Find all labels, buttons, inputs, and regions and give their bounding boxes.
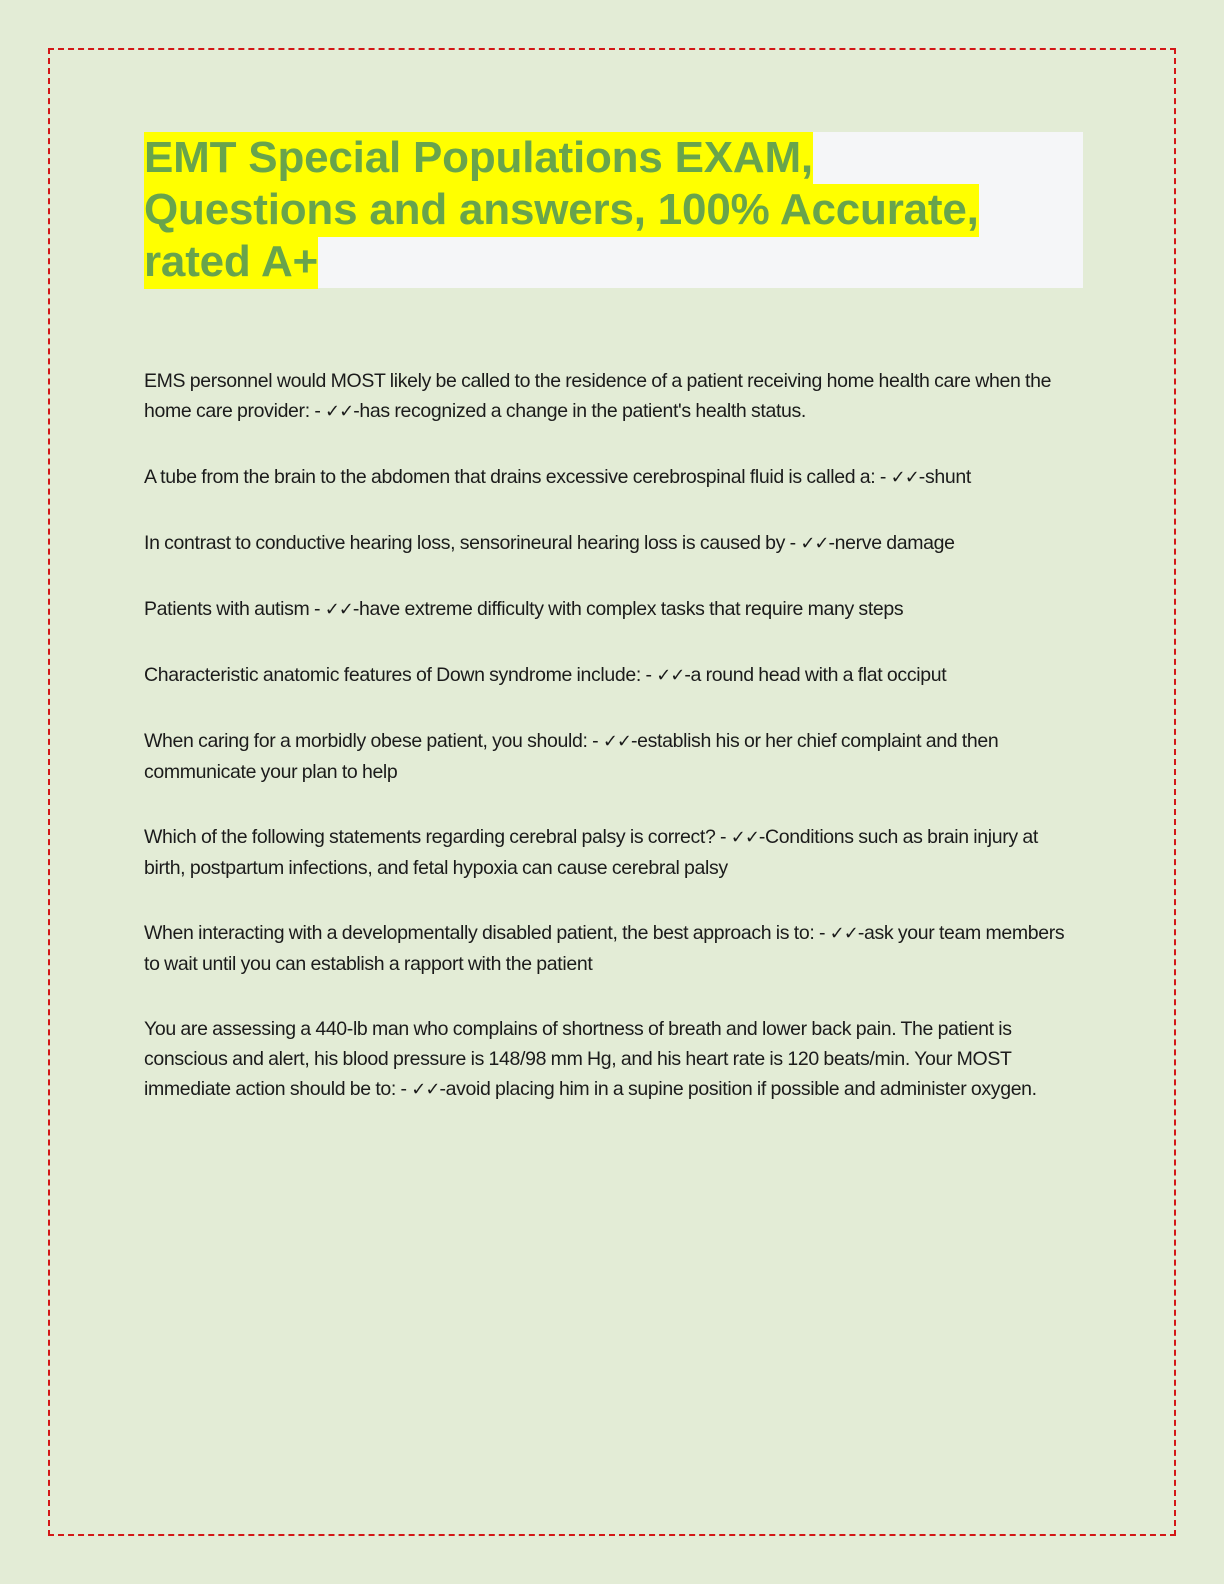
checkmark-glyph: ✓✓ <box>800 533 829 554</box>
page-title-line-1: EMT Special Populations EXAM, <box>144 132 1083 184</box>
qa-item: Patients with autism - ✓✓-have extreme difficulty with complex tasks that require many steps <box>144 598 904 620</box>
qa-item: When caring for a morbidly obese patient, you should: - ✓✓-establish his or her chief complaint and then communicate your plan to help <box>144 730 999 783</box>
checkmark-glyph: ✓✓ <box>829 923 858 944</box>
checkmark-glyph: ✓✓ <box>411 1079 440 1100</box>
qa-item: A tube from the brain to the abdomen that drains excessive cerebrospinal fluid is called a: - ✓✓-shunt <box>144 466 971 488</box>
qa-item: Which of the following statements regarding cerebral palsy is correct? - ✓✓-Conditions such as brain injury at birth, postpartum infections, and fetal hypoxia can cause cerebral palsy <box>144 826 1038 879</box>
page-title-line-2: Questions and answers, 100% Accurate, <box>144 184 1083 236</box>
qa-item: In contrast to conductive hearing loss, sensorineural hearing loss is caused by - ✓✓-nerve damage <box>144 532 955 554</box>
checkmark-glyph: ✓✓ <box>656 665 685 686</box>
checkmark-glyph: ✓✓ <box>325 401 354 422</box>
checkmark-glyph: ✓✓ <box>324 599 353 620</box>
qa-item: EMS personnel would MOST likely be called to the residence of a patient receiving home health care when the home care provider: - ✓✓-has recognized a change in the patient's health status. <box>144 370 1052 422</box>
checkmark-glyph: ✓✓ <box>730 827 759 848</box>
title-body-spacer <box>144 288 1084 366</box>
qa-list <box>144 366 1084 1105</box>
page-title <box>144 132 1083 288</box>
qa-item: Characteristic anatomic features of Down syndrome include: - ✓✓-a round head with a flat occiput <box>144 664 947 686</box>
title-block <box>144 132 1083 288</box>
checkmark-glyph: ✓✓ <box>602 731 631 752</box>
qa-item: When interacting with a developmentally disabled patient, the best approach is to: - ✓✓-ask your team members to wait until you can establish a rapport with the patient <box>144 922 1065 975</box>
qa-item: You are assessing a 440-lb man who complains of shortness of breath and lower back pain. The patient is conscious and alert, his blood pressure is 148/98 mm Hg, and his heart rate is 120 beats/min. Your MOST immediate action should be to: - ✓✓-avoid placing him in a supine position if possible and administer oxygen. <box>144 1018 1037 1100</box>
page-title-line-3: rated A+ <box>144 236 1083 288</box>
checkmark-glyph: ✓✓ <box>890 467 919 488</box>
document-content <box>144 132 1084 1105</box>
